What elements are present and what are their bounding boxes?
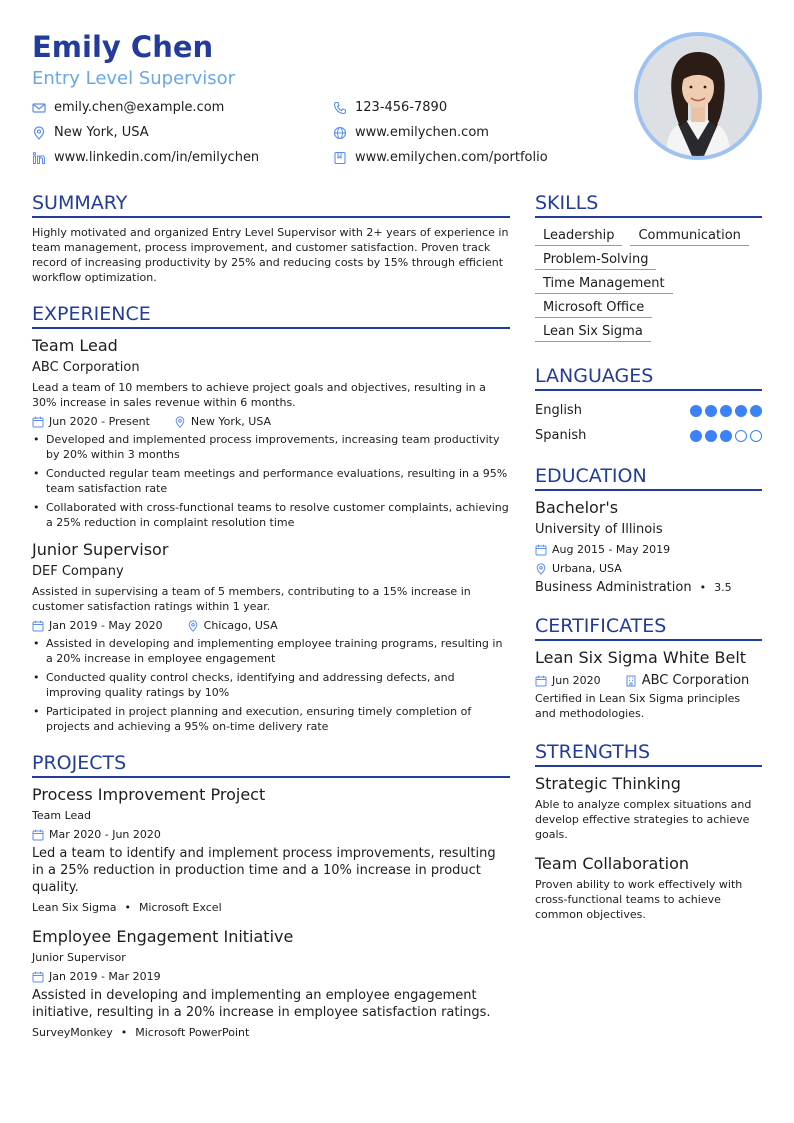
job-description: Assisted in supervising a team of 5 members, contributing to a 15% increase in customer satisfaction ratings within 1 year. bbox=[32, 585, 471, 613]
profile-photo bbox=[634, 32, 762, 160]
job-bullet: • Conducted regular team meetings and performance evaluations, resulting in a 95% team satisfaction rate bbox=[32, 466, 510, 496]
project-dates: Jan 2019 - Mar 2019 bbox=[49, 970, 161, 983]
contact-website[interactable] bbox=[333, 125, 489, 140]
education-dates-row bbox=[535, 542, 762, 557]
skill-tag: Lean Six Sigma bbox=[535, 321, 651, 342]
education-gpa: 3.5 bbox=[714, 581, 732, 594]
level-dot-filled bbox=[735, 405, 747, 417]
language-name: Spanish bbox=[535, 428, 587, 443]
strength-description: Able to analyze complex situations and develop effective strategies to achieve goals. bbox=[535, 798, 752, 841]
project-title: Employee Engagement Initiative bbox=[32, 927, 294, 946]
job-dates: Jan 2019 - May 2020 bbox=[49, 619, 163, 632]
job-title: Team Lead bbox=[32, 336, 118, 355]
job-description: Lead a team of 10 members to achieve project goals and objectives, resulting in a 30% increase in sales revenue within 6 months. bbox=[32, 381, 486, 409]
certificate-name: Lean Six Sigma White Belt bbox=[535, 648, 747, 667]
building-icon bbox=[625, 675, 637, 687]
level-dot-filled bbox=[750, 405, 762, 417]
linkedin-text: www.linkedin.com/in/emilychen bbox=[54, 150, 260, 165]
project-entry bbox=[32, 785, 510, 915]
project-tag: Microsoft PowerPoint bbox=[135, 1026, 250, 1039]
certificate-meta bbox=[535, 673, 762, 688]
job-bullet: • Collaborated with cross-functional teams to resolve customer complaints, achieving a 25% reduction in complaint resolution time bbox=[32, 500, 510, 530]
strength-title: Team Collaboration bbox=[535, 854, 690, 873]
project-meta bbox=[32, 969, 510, 984]
job-bullets bbox=[32, 432, 510, 530]
job-bullet: • Participated in project planning and execution, ensuring timely completion of projects and achieving a 95% on-time delivery rate bbox=[32, 704, 510, 734]
job-entry bbox=[32, 540, 510, 734]
level-dot-filled bbox=[720, 405, 732, 417]
mail-icon bbox=[32, 101, 46, 115]
calendar-icon bbox=[32, 620, 44, 632]
skill-tag: Time Management bbox=[535, 273, 673, 294]
education-location-row bbox=[535, 561, 762, 576]
phone-icon bbox=[333, 101, 347, 115]
education-dates: Aug 2015 - May 2019 bbox=[552, 543, 671, 556]
level-dot-filled bbox=[705, 405, 717, 417]
contact-location bbox=[32, 125, 149, 140]
project-description: Led a team to identify and implement process improvements, resulting in a 25% reduction in production time and a 10% increase in product quality. bbox=[32, 846, 496, 895]
globe-icon bbox=[333, 126, 347, 140]
job-bullet: • Conducted quality control checks, identifying and addressing defects, and improving quality ratings by 10% bbox=[32, 670, 510, 700]
language-level-dots bbox=[687, 405, 762, 417]
certificate-date: Jun 2020 bbox=[552, 674, 601, 687]
job-location: Chicago, USA bbox=[203, 619, 278, 632]
email-text: emily.chen@example.com bbox=[54, 100, 225, 115]
project-role: Team Lead bbox=[32, 809, 91, 822]
level-dot-empty bbox=[750, 430, 762, 442]
certificate-description: Certified in Lean Six Sigma principles and methodologies. bbox=[535, 692, 741, 720]
job-meta bbox=[32, 618, 510, 633]
education-field-row: Business Administration • 3.5 bbox=[535, 580, 732, 595]
education-field: Business Administration bbox=[535, 580, 692, 595]
summary-heading: SUMMARY bbox=[32, 192, 510, 218]
phone-text: 123-456-7890 bbox=[355, 100, 448, 115]
project-entry bbox=[32, 927, 510, 1040]
skills-list bbox=[535, 225, 762, 345]
skill-tag: Microsoft Office bbox=[535, 297, 652, 318]
calendar-icon bbox=[32, 416, 44, 428]
contact-portfolio[interactable] bbox=[333, 150, 548, 165]
certificates-heading: CERTIFICATES bbox=[535, 615, 762, 641]
strength-description: Proven ability to work effectively with cross-functional teams to achieve common objectives. bbox=[535, 878, 743, 921]
certificate-issuer: ABC Corporation bbox=[641, 673, 750, 688]
level-dot-filled bbox=[690, 405, 702, 417]
job-title: Junior Supervisor bbox=[32, 540, 169, 559]
project-tags: SurveyMonkey • Microsoft PowerPoint bbox=[32, 1026, 250, 1039]
contact-email[interactable] bbox=[32, 100, 224, 115]
strengths-heading: STRENGTHS bbox=[535, 741, 762, 767]
skill-tag: Leadership bbox=[535, 225, 622, 246]
job-company: DEF Company bbox=[32, 564, 124, 579]
side-column bbox=[535, 192, 762, 922]
map-pin-icon bbox=[32, 126, 46, 140]
education-location: Urbana, USA bbox=[552, 562, 622, 575]
education-heading: EDUCATION bbox=[535, 465, 762, 491]
language-row bbox=[535, 423, 762, 448]
project-tag: Lean Six Sigma bbox=[32, 901, 117, 914]
map-pin-icon bbox=[535, 563, 547, 575]
contact-linkedin[interactable] bbox=[32, 150, 259, 165]
project-tags: Lean Six Sigma • Microsoft Excel bbox=[32, 901, 222, 914]
location-text: New York, USA bbox=[54, 125, 149, 140]
languages-heading: LANGUAGES bbox=[535, 365, 762, 391]
contact-phone[interactable] bbox=[333, 100, 447, 115]
calendar-icon bbox=[535, 675, 547, 687]
level-dot-filled bbox=[720, 430, 732, 442]
candidate-name: Emily Chen bbox=[32, 30, 214, 64]
map-pin-icon bbox=[187, 620, 199, 632]
language-row bbox=[535, 398, 762, 423]
main-column bbox=[32, 192, 510, 1040]
skill-tag: Problem-Solving bbox=[535, 249, 656, 270]
job-bullet: • Developed and implemented process improvements, increasing team productivity by 20% within 3 months bbox=[32, 432, 510, 462]
language-level-dots bbox=[687, 430, 762, 442]
job-meta bbox=[32, 414, 510, 429]
job-dates: Jun 2020 - Present bbox=[49, 415, 150, 428]
calendar-icon bbox=[32, 829, 44, 841]
candidate-role: Entry Level Supervisor bbox=[32, 68, 236, 89]
level-dot-filled bbox=[705, 430, 717, 442]
level-dot-filled bbox=[690, 430, 702, 442]
project-description: Assisted in developing and implementing an employee engagement initiative, resulting in a 20% increase in employee satisfaction ratings. bbox=[32, 988, 491, 1020]
project-dates: Mar 2020 - Jun 2020 bbox=[49, 828, 161, 841]
level-dot-empty bbox=[735, 430, 747, 442]
project-meta bbox=[32, 827, 510, 842]
job-location: New York, USA bbox=[190, 415, 272, 428]
project-tag: SurveyMonkey bbox=[32, 1026, 113, 1039]
language-name: English bbox=[535, 403, 582, 418]
map-pin-icon bbox=[174, 416, 186, 428]
summary-text: Highly motivated and organized Entry Level Supervisor with 2+ years of experience in team management, process improvement, and customer satisfaction. Proven track record of increasing productivity by 25% and reducing costs by 15% through efficient workflow optimization. bbox=[32, 226, 509, 284]
job-bullet: • Assisted in developing and implementing employee training programs, resulting in a 20% increase in employee engagement bbox=[32, 636, 510, 666]
calendar-icon bbox=[32, 971, 44, 983]
job-bullets bbox=[32, 636, 510, 734]
project-tag: Microsoft Excel bbox=[138, 901, 222, 914]
education-degree: Bachelor's bbox=[535, 498, 619, 517]
bookmark-icon bbox=[333, 151, 347, 165]
calendar-icon bbox=[535, 544, 547, 556]
skills-heading: SKILLS bbox=[535, 192, 762, 218]
job-entry bbox=[32, 336, 510, 530]
project-role: Junior Supervisor bbox=[32, 951, 126, 964]
strength-title: Strategic Thinking bbox=[535, 774, 681, 793]
website-text: www.emilychen.com bbox=[355, 125, 489, 140]
job-company: ABC Corporation bbox=[32, 360, 140, 375]
projects-heading: PROJECTS bbox=[32, 752, 510, 778]
skill-tag: Communication bbox=[630, 225, 748, 246]
portfolio-text: www.emilychen.com/portfolio bbox=[355, 150, 548, 165]
education-school: University of Illinois bbox=[535, 522, 663, 537]
linkedin-icon bbox=[32, 151, 46, 165]
experience-heading: EXPERIENCE bbox=[32, 303, 510, 329]
project-title: Process Improvement Project bbox=[32, 785, 266, 804]
